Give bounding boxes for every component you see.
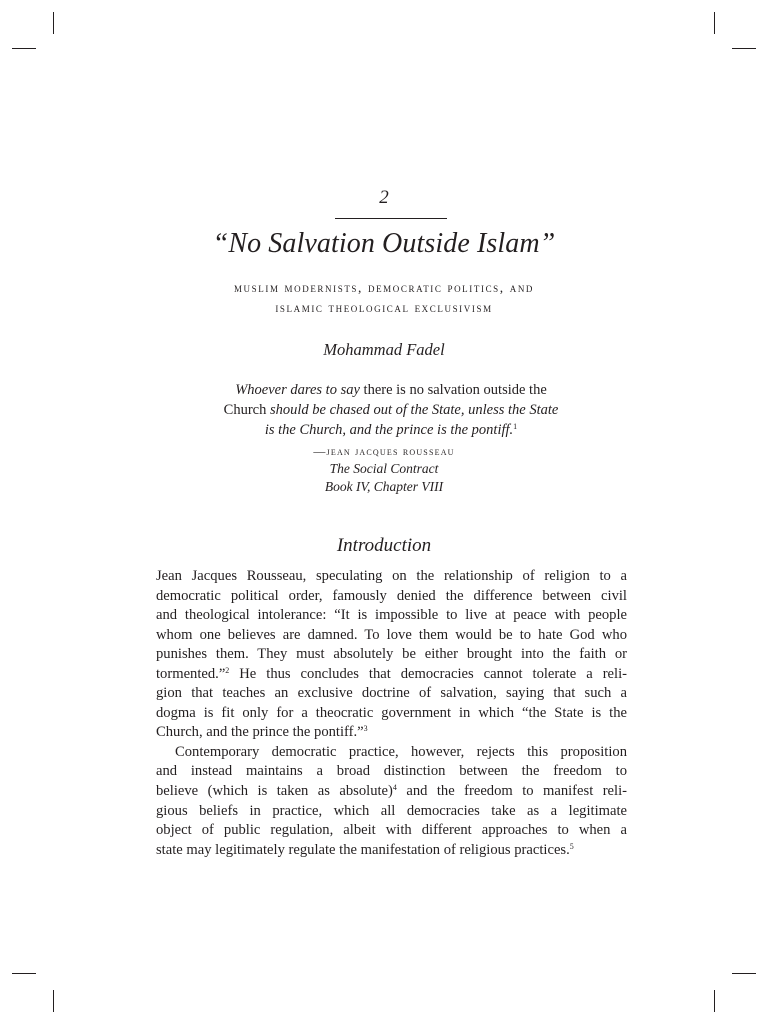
paragraph-line [156,723,627,743]
body-text [156,567,627,860]
text-run: Church, and the prince the pontiff.” [156,724,364,741]
subtitle-line: muslim modernists, democratic politics, and [233,280,535,295]
crop-mark-bottom-left-vertical [53,990,54,1012]
crop-mark-top-right-vertical [714,12,715,34]
epigraph-italic-text: Whoever dares to say [235,382,360,398]
paragraph-line: democratic political order, famously denied the difference between civil [156,587,627,604]
paragraph-line: and theological intolerance: “It is impossible to live at peace with people [156,607,627,624]
chapter-subtitle [120,278,648,318]
crop-mark-bottom-right-horizontal [732,973,756,974]
paragraph-line: dogma is fit only for a theocratic government in which “the State is the [156,704,627,721]
subtitle-line: islamic theological exclusivism [275,300,493,315]
section-heading: Introduction [336,535,432,556]
paragraph-line: Contemporary democratic practice, however, rejects this proposition [175,743,627,760]
epigraph-source-title: The Social Contract [329,461,439,476]
epigraph-attribution: —jean jacques rousseau [313,444,455,458]
epigraph-source [0,460,768,496]
epigraph-line [150,380,632,400]
crop-mark-top-left-vertical [53,12,54,34]
paragraph-line: and instead maintains a broad distinction between the freedom to [156,763,627,780]
epigraph-roman-text: there is no salvation outside the [359,382,547,398]
paragraph-line: object of public regulation, albeit with different approaches to when a [156,822,627,839]
epigraph-roman-text: Church [223,402,270,418]
paragraph-line: gious beliefs in practice, which all democracies take as a legitimate [156,802,627,819]
footnote-marker: 5 [569,841,574,851]
epigraph-line [150,420,632,440]
epigraph [150,380,632,440]
paragraph-line [156,782,627,802]
crop-mark-bottom-right-vertical [714,990,715,1012]
epigraph-source-location: Book IV, Chapter VIII [324,479,444,494]
paragraph-line [156,665,627,685]
footnote-marker: 3 [363,724,368,734]
text-run: believe (which is taken as absolute) [156,783,393,800]
paragraph-line: Jean Jacques Rousseau, speculating on the relationship of religion to a [156,568,627,584]
chapter-author: Mohammad Fadel [323,340,445,359]
text-run: and the freedom to manifest reli- [396,783,628,800]
chapter-title: “No Salvation Outside Islam” [212,228,556,259]
text-run: state may legitimately regulate the manifestation of religious practices. [156,841,570,858]
paragraph-line: whom one believes are damned. To love them would be to hate God who [156,626,627,643]
paragraph-line: punishes them. They must absolutely be either brought into the faith or [156,646,627,663]
chapter-rule [335,218,447,219]
crop-mark-top-right-horizontal [732,48,756,49]
epigraph-line [150,400,632,420]
epigraph-italic-text: is the Church, and the prince is the pontiff. [264,422,514,438]
crop-mark-top-left-horizontal [12,48,36,49]
text-run: tormented.” [156,665,226,682]
epigraph-italic-text: should be chased out of the State, unless the State [269,402,559,418]
chapter-number: 2 [379,187,389,208]
paragraph-line [156,841,627,861]
crop-mark-bottom-left-horizontal [12,973,36,974]
footnote-marker: 1 [513,422,518,431]
footnote-marker: 4 [392,783,397,793]
footnote-marker: 2 [225,665,230,675]
paragraph-line: gion that teaches an exclusive doctrine of salvation, saying that such a [156,685,627,702]
text-run: He thus concludes that democracies cannot tolerate a reli- [229,665,627,682]
